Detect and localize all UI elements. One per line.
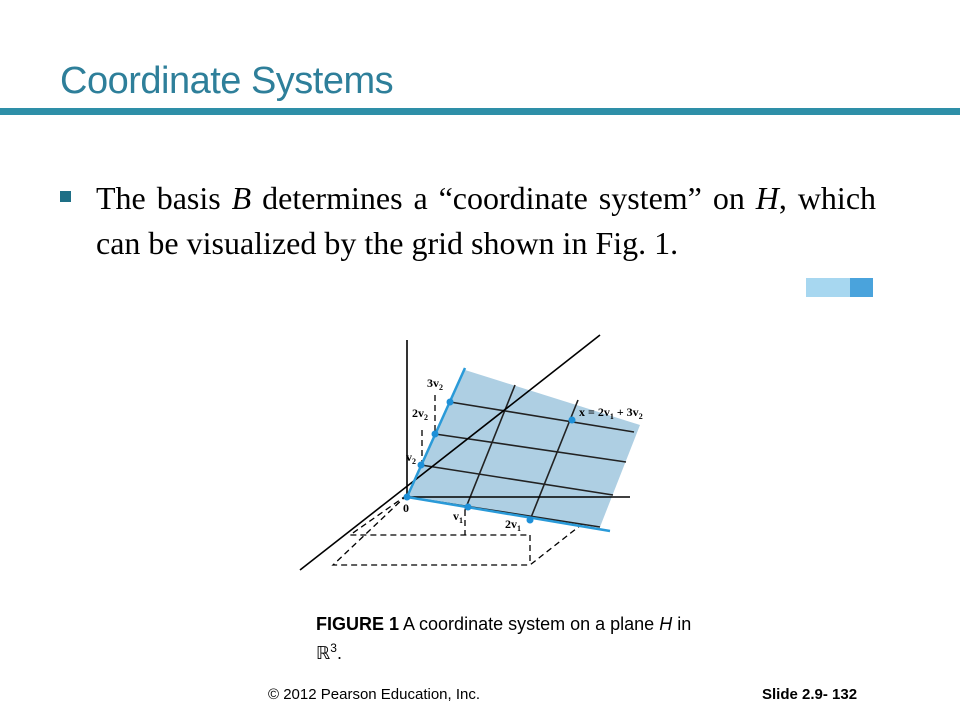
caption-r: ℝ bbox=[316, 643, 331, 664]
x-label-main: x = 2v bbox=[579, 405, 610, 419]
two-v1-label-sub: 1 bbox=[517, 524, 521, 533]
two-v2-label-sub: 2 bbox=[424, 413, 428, 422]
subspace-symbol: H bbox=[755, 180, 779, 216]
v1-label bbox=[453, 509, 463, 525]
caption-in: in bbox=[672, 614, 692, 634]
two-v2-label bbox=[412, 406, 428, 422]
v2-label-sub: 2 bbox=[412, 457, 416, 466]
decorative-bar-light bbox=[806, 278, 850, 297]
x-label-plus: + 3v bbox=[613, 405, 639, 419]
three-v2-label-main: 3v bbox=[427, 376, 439, 390]
caption-exponent: 3 bbox=[330, 641, 337, 655]
figure-caption bbox=[316, 612, 696, 666]
bullet-text bbox=[96, 176, 876, 266]
v1-label-sub: 1 bbox=[459, 516, 463, 525]
caption-text: A coordinate system on a plane bbox=[399, 614, 660, 634]
slide-title: Coordinate Systems bbox=[60, 60, 394, 102]
decorative-bar-dark bbox=[850, 278, 873, 297]
decorative-bar bbox=[806, 278, 873, 297]
v1-label-main: v bbox=[453, 509, 459, 523]
v2-label-main: v bbox=[406, 450, 412, 464]
two-v1-point bbox=[527, 517, 534, 524]
x-label-sub2: 2 bbox=[638, 412, 643, 421]
two-v2-label-main: 2v bbox=[412, 406, 424, 420]
bullet-marker bbox=[60, 191, 71, 202]
origin-label: 0 bbox=[403, 501, 409, 515]
origin-point bbox=[404, 494, 411, 501]
footer-copyright: © 2012 Pearson Education, Inc. bbox=[268, 686, 481, 703]
depth-axis-end bbox=[530, 335, 600, 390]
footer-slide-number: Slide 2.9- 132 bbox=[762, 686, 858, 703]
caption-end: . bbox=[336, 643, 342, 663]
caption-figure-number: FIGURE 1 bbox=[316, 614, 400, 634]
title-divider bbox=[0, 108, 960, 115]
v2-label bbox=[406, 450, 416, 466]
caption-h: H bbox=[659, 614, 673, 634]
bullet-text-part: , which can be visualized by the grid shown in Fig. 1. bbox=[96, 180, 877, 261]
x-label-sub1: 1 bbox=[609, 412, 614, 421]
two-v1-label bbox=[505, 517, 521, 533]
two-v1-label-main: 2v bbox=[505, 517, 517, 531]
bullet-text-part: The basis bbox=[96, 180, 232, 216]
three-v2-label bbox=[427, 376, 443, 392]
x-label bbox=[579, 405, 643, 421]
coordinate-plane-figure bbox=[300, 330, 643, 585]
basis-symbol: B bbox=[231, 180, 252, 216]
three-v2-label-sub: 2 bbox=[439, 383, 443, 392]
x-point bbox=[569, 417, 576, 424]
two-v2-point bbox=[432, 431, 439, 438]
v2-point bbox=[418, 462, 425, 469]
v1-point bbox=[465, 504, 472, 511]
bullet-text-part: determines a “coordinate system” on bbox=[251, 180, 756, 216]
three-v2-point bbox=[447, 399, 454, 406]
